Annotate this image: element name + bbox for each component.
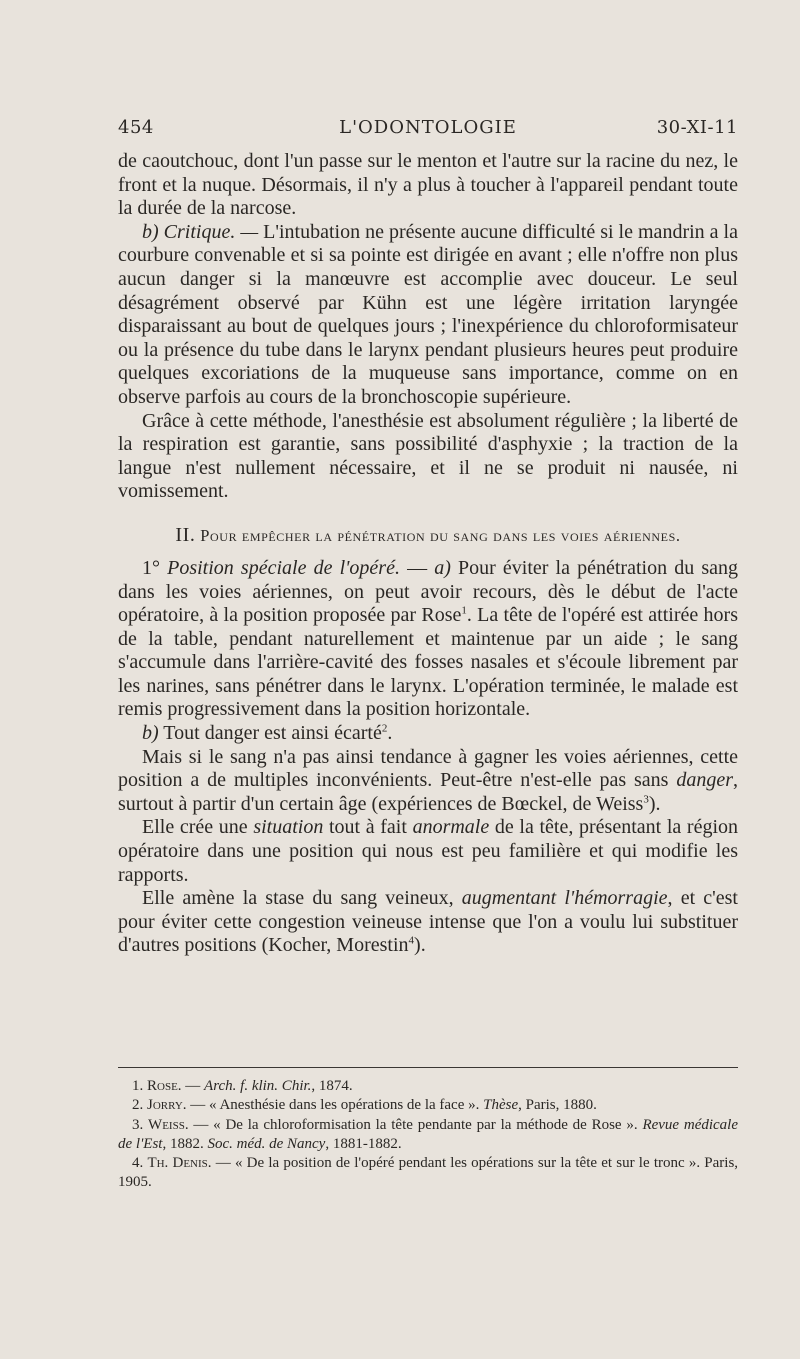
danger-end: .	[387, 722, 393, 745]
paragraph-danger	[118, 722, 738, 746]
section-title: Pour empêcher la pénétration du sang dans les voies aériennes.	[200, 525, 681, 545]
footnote-3: 3. Weiss. — « De la chloroformisation la tête pendante par la méthode de Rose ». Revue médicale de l'Est, 1882. Soc. méd. de Nancy, 1881-1882.	[118, 1116, 739, 1152]
paragraph-stase	[118, 887, 738, 958]
section-number: II.	[175, 523, 196, 546]
page-number: 454	[118, 117, 154, 138]
stase-b: , et c'est pour éviter cette congestion veineuse intense que l'on a voulu lui substituer d'autres positions (Kocher, Morestin	[118, 887, 738, 957]
paragraph-continuation: de caoutchouc, dont l'un passe sur le menton et l'autre sur la racine du nez, le front et la nuque. Désormais, il n'y a plus à toucher à l'appareil pendant toute la durée de la narcose.	[118, 150, 738, 220]
paragraph-conclusion: Grâce à cette méthode, l'anesthésie est absolument régulière ; la liberté de la respiration est garantie, sans possibilité d'asphyxie ; la traction de la langue n'est nullement nécessaire, et il ne se produit ni nausée, ni vomissement.	[118, 409, 738, 503]
issue-date: 30-XI-11	[656, 117, 738, 138]
running-header	[118, 117, 738, 143]
footnote-1: 1. Rose. — Arch. f. klin. Chir., 1874.	[132, 1078, 353, 1094]
main-text	[118, 150, 738, 958]
situation-em2: anormale	[412, 816, 490, 839]
danger-text: Tout danger est ainsi écarté	[158, 722, 382, 745]
stase-em: augmentant l'hémorragie	[461, 887, 668, 910]
position-text-a: Pour éviter la pénétration du sang dans les voies aériennes, on peut avoir recours, dès le début de l'acte opératoire, à la position proposée par Rose	[118, 556, 738, 627]
footnote-ref-3: 3	[643, 793, 649, 806]
critique-text: L'intubation ne présente aucune difficulté si le mandrin a la courbure convenable et si sa pointe est dirigée en avant ; elle n'offre non plus aucun danger si la manœuvre est accomplie avec douceur. Le seul désagrément observé par Kühn est une légère irritation laryngée disparaissant au bout de quelques jours ; l'inexpérience du chloroformisateur ou la présence du tube dans le larynx pendant plusieurs heures peut produire quelques excoriations de la muqueuse sans importance, comme on en observe parfois au cours de la bronchoscopie supérieure.	[118, 220, 738, 408]
section-heading	[118, 524, 738, 547]
situation-a: Elle crée une	[142, 816, 254, 839]
paragraph-position	[118, 557, 738, 722]
item-number: 1°	[142, 556, 160, 579]
position-text-b: . La tête de l'opéré est attirée hors de la table, pendant naturellement et maintenue par un aide ; le sang s'accumule dans l'arrière-cavité des fosses nasales et s'écoule librement par les narines, sans pénétrer dans le larynx. L'opération terminée, le malade est remis progressivement dans la position horizontale.	[118, 604, 738, 721]
stase-a: Elle amène la stase du sang veineux,	[142, 887, 462, 910]
footnote-divider	[118, 1067, 738, 1068]
position-label: Position spéciale de l'opéré.	[167, 556, 400, 579]
paragraph-situation	[118, 816, 738, 887]
inconvenients-c: ).	[648, 792, 661, 815]
footnotes	[118, 1077, 738, 1193]
inconvenients-b: , surtout à partir d'un certain âge (expériences de Bœckel, de Weiss	[118, 769, 738, 815]
inconvenients-em: danger	[676, 769, 733, 792]
situation-c: de la tête, présentant la région opératoire dans une position qui nous est peu familière et qui modifie les rapports.	[118, 816, 738, 886]
paragraph-inconvenients	[118, 746, 738, 817]
footnote-2: 2. Jorry. — « Anesthésie dans les opérations de la face ». Thèse, Paris, 1880.	[132, 1097, 597, 1114]
paragraph-critique	[118, 221, 738, 410]
situation-b: tout à fait	[323, 816, 413, 839]
footnote-4: 4. Th. Denis. — « De la position de l'opéré pendant les opérations sur la tête et sur le tronc ». Paris, 1905.	[118, 1155, 739, 1191]
footnote-ref-1: 1	[461, 604, 467, 617]
critique-label: b) Critique. —	[142, 220, 259, 243]
journal-title: L'ODONTOLOGIE	[339, 117, 517, 138]
situation-em1: situation	[253, 816, 324, 839]
footnote-ref-4: 4	[408, 934, 415, 947]
footnote-ref-2: 2	[381, 722, 388, 735]
sub-label-a: a)	[434, 556, 451, 579]
inconvenients-a: Mais si le sang n'a pas ainsi tendance à gagner les voies aériennes, cette position a de multiples inconvénients. Peut-être n'est-elle pas sans	[118, 745, 738, 792]
stase-c: ).	[414, 934, 426, 957]
sub-label-b: b)	[142, 722, 159, 745]
dash: —	[399, 556, 435, 579]
